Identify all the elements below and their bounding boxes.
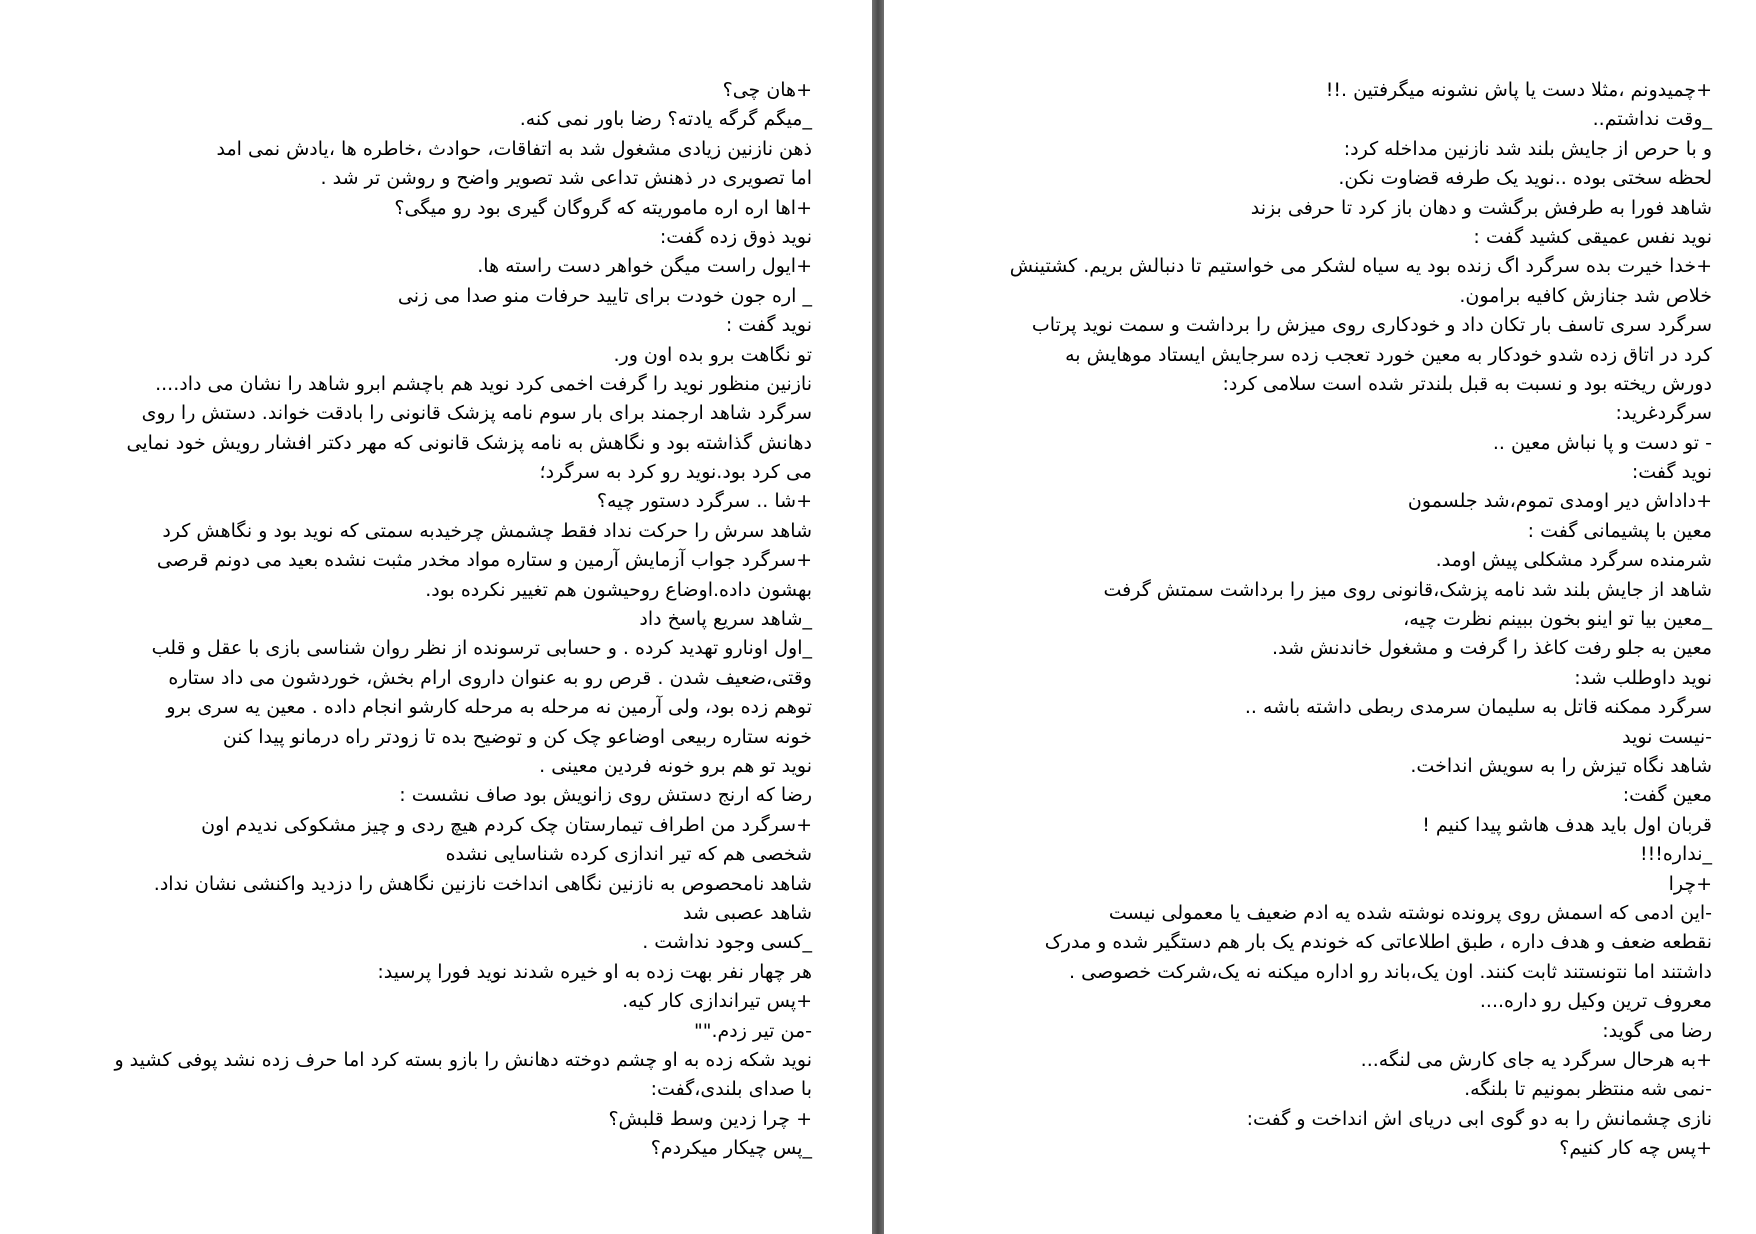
left-page-line: سرگرد شاهد ارجمند برای بار سوم نامه پزشک قانونی را بادقت خواند. دستش را روی xyxy=(141,402,812,425)
right-page-line: شاهد فورا به طرفش برگشت و دهان باز کرد تا حرفی بزند xyxy=(1250,196,1712,219)
right-page-line: +داداش دیر اومدی تموم،شد جلسمون xyxy=(1407,490,1712,513)
right-page-line: سرگرد ممکنه قاتل به سلیمان سرمدی ربطی داشته باشه .. xyxy=(1244,696,1712,719)
left-page-line: +سرگرد من اطراف تیمارستان چک کردم هیچ ردی و چیز مشکوکی ندیدم اون xyxy=(201,813,812,836)
left-page-line: _پس چیکار میکردم؟ xyxy=(650,1137,812,1160)
left-page-line: توهم زده بود، ولی آرمین نه مرحله به مرحله کارشو انجام داده . معین یه سری برو xyxy=(166,696,812,719)
right-page-line: نقطعه ضعف و هدف داره ، طبق اطلاعاتی که خوندم یک بار هم دستگیر شده و مدرک xyxy=(1044,931,1712,954)
right-page xyxy=(884,0,1756,1234)
right-page-line: قربان اول باید هدف هاشو پیدا کنیم ! xyxy=(1422,813,1712,836)
left-page-line: + چرا زدین وسط قلبش؟ xyxy=(608,1107,812,1130)
right-page-line: شرمنده سرگرد مشکلی پیش اومد. xyxy=(1435,549,1712,572)
left-page-line: نوید گفت : xyxy=(725,314,812,337)
left-page-line: _کسی وجود نداشت . xyxy=(642,931,812,954)
left-page-line: می کرد بود.نوید رو کرد به سرگرد؛ xyxy=(539,461,812,484)
left-page-line: با صدای بلندی،گفت: xyxy=(650,1078,812,1101)
right-page-line: -نیست نوید xyxy=(1622,725,1712,748)
left-page-line: شخصی هم که تیر اندازی کرده شناسایی نشده xyxy=(445,843,812,866)
left-page-line: شاهد عصبی شد xyxy=(682,901,812,924)
right-page-line: نوید گفت: xyxy=(1631,461,1712,484)
left-page-line: +ایول راست میگن خواهر دست راسته ها. xyxy=(477,255,812,278)
right-page-line: داشتند اما نتونستند ثابت کنند. اون یک،باند رو اداره میکنه نه یک،شرکت خصوصی . xyxy=(1069,960,1712,983)
right-page-line: معین با پشیمانی گفت : xyxy=(1527,519,1712,542)
right-page-line: سرگرد سری تاسف بار تکان داد و خودکاری روی میزش را برداشت و سمت نوید پرتاب xyxy=(1031,314,1712,337)
right-page-line: لحظه سختی بوده ..نوید یک طرفه قضاوت نکن. xyxy=(1338,167,1712,190)
left-page-line: +شا .. سرگرد دستور چیه؟ xyxy=(596,490,812,513)
right-page-line: +پس چه کار کنیم؟ xyxy=(1559,1137,1712,1160)
right-page-line: معروف ترین وکیل رو داره.... xyxy=(1479,990,1712,1013)
left-page-line: شاهد سرش را حرکت نداد فقط چشمش چرخیدبه سمتی که نوید بود و نگاهش کرد xyxy=(162,519,812,542)
left-page-line: نازنین منظور نوید را گرفت اخمی کرد نوید هم باچشم ابرو شاهد را نشان می داد.... xyxy=(155,372,812,395)
right-page-line: +خدا خیرت بده سرگرد اگ زنده بود یه سیاه لشکر می خواستیم تا دنبالش بریم. کشتینش xyxy=(1009,255,1712,278)
left-page-line: بهشون داده.اوضاع روحیشون هم تغییر نکرده بود. xyxy=(425,578,812,601)
right-page-line: _وقت نداشتم.. xyxy=(1592,108,1712,131)
right-page-line: معین به جلو رفت کاغذ را گرفت و مشغول خاندنش شد. xyxy=(1272,637,1712,660)
left-page-line: +سرگرد جواب آزمایش آرمین و ستاره مواد مخدر مثبت نشده بعید می دونم قرصی xyxy=(156,549,812,572)
left-page-line: اما تصویری در ذهنش تداعی شد تصویر واضح و روشن تر شد . xyxy=(320,167,812,190)
left-page-line: _میگم گرگه یادته؟ رضا باور نمی کنه. xyxy=(519,108,812,131)
left-page-text xyxy=(52,76,812,1163)
right-page-line: نوید نفس عمیقی کشید گفت : xyxy=(1473,225,1712,248)
right-page-text xyxy=(912,76,1712,1163)
right-page-line: خلاص شد جنازش کافیه برامون. xyxy=(1459,284,1712,307)
left-page-line: دهانش گذاشته بود و نگاهش به نامه پزشک قانونی که مهر دکتر افشار رویش خود نمایی xyxy=(126,431,812,454)
right-page-line: نازی چشمانش را به دو گوی ابی دریای اش انداخت و گفت: xyxy=(1246,1107,1712,1130)
left-page-line: هر چهار نفر بهت زده به او خیره شدند نوید فورا پرسید: xyxy=(377,960,812,983)
left-page-line: نوید تو هم برو خونه فردین معینی . xyxy=(539,754,812,777)
right-page-line: رضا می گوید: xyxy=(1602,1019,1712,1042)
right-page-line: و با حرص از جایش بلند شد نازنین مداخله کرد: xyxy=(1343,137,1712,160)
right-page-line: +چرا xyxy=(1668,872,1712,895)
right-page-line: سرگردغرید: xyxy=(1615,402,1712,425)
page-gutter xyxy=(872,0,884,1234)
right-page-line: -این ادمی که اسمش روی پرونده نوشته شده یه ادم ضعیف یا معمولی نیست xyxy=(1108,901,1712,924)
left-page-line: +اها اره اره ماموریته که گروگان گیری بود رو میگی؟ xyxy=(394,196,812,219)
left-page-line: وقتی،ضعیف شدن . قرص رو به عنوان داروی ارام بخش، خوردشون می داد ستاره xyxy=(168,666,812,689)
left-page-line: -من تیر زدم."" xyxy=(694,1019,812,1042)
left-page-line: _شاهد سریع پاسخ داد xyxy=(639,608,812,631)
right-page-line: شاهد نگاه تیزش را به سویش انداخت. xyxy=(1410,754,1712,777)
right-page-line: نوید داوطلب شد: xyxy=(1574,666,1712,689)
left-page-line: رضا که ارنج دستش روی زانویش بود صاف نشست : xyxy=(399,784,812,807)
left-page-line: خونه ستاره ربیعی اوضاعو چک کن و توضیح بده تا زودتر راه درمانو پیدا کنن xyxy=(222,725,812,748)
left-page xyxy=(0,0,872,1234)
right-page-line: دورش ریخته بود و نسبت به قبل بلندتر شده است سلامی کرد: xyxy=(1222,372,1712,395)
right-page-line: +به هرحال سرگرد یه جای کارش می لنگه... xyxy=(1360,1048,1712,1071)
right-page-line: معین گفت: xyxy=(1622,784,1712,807)
left-page-line: ذهن نازنین زیادی مشغول شد به اتفاقات، حوادث ،خاطره ها ،یادش نمی امد xyxy=(216,137,812,160)
left-page-line: نوید ذوق زده گفت: xyxy=(659,225,812,248)
right-page-line: -نمی شه منتظر بمونیم تا بلنگه. xyxy=(1464,1078,1712,1101)
left-page-line: +پس تیراندازی کار کیه. xyxy=(622,990,812,1013)
right-page-line: _نداره!!! xyxy=(1639,843,1712,866)
right-page-line: - تو دست و پا نباش معین .. xyxy=(1492,431,1712,454)
right-page-line: کرد در اتاق زده شدو خودکار به معین خورد تعجب زده سرجایش ایستاد موهایش به xyxy=(1065,343,1712,366)
left-page-line: +هان چی؟ xyxy=(722,79,812,101)
left-page-line: _ اره جون خودت برای تایید حرفات منو صدا می زنی xyxy=(397,284,812,307)
right-page-line: +چمیدونم ،مثلا دست یا پاش نشونه میگرفتین .!! xyxy=(1325,79,1712,101)
right-page-line: شاهد از جایش بلند شد نامه پزشک،قانونی روی میز را برداشت سمتش گرفت xyxy=(1103,578,1712,601)
left-page-line: نوید شکه زده به او چشم دوخته دهانش را بازو بسته کرد اما حرف زده نشد پوفی کشید و xyxy=(114,1048,812,1071)
left-page-line: _اول اونارو تهدید کرده . و حسابی ترسونده از نظر روان شناسی بازی با عقل و قلب xyxy=(151,637,812,660)
right-page-line: _معین بیا تو اینو بخون ببینم نظرت چیه، xyxy=(1403,608,1712,631)
left-page-line: تو نگاهت برو بده اون ور. xyxy=(613,343,812,366)
left-page-line: شاهد نامحصوص به نازنین نگاهی انداخت نازنین نگاهش را دزدید واکنشی نشان نداد. xyxy=(153,872,812,895)
